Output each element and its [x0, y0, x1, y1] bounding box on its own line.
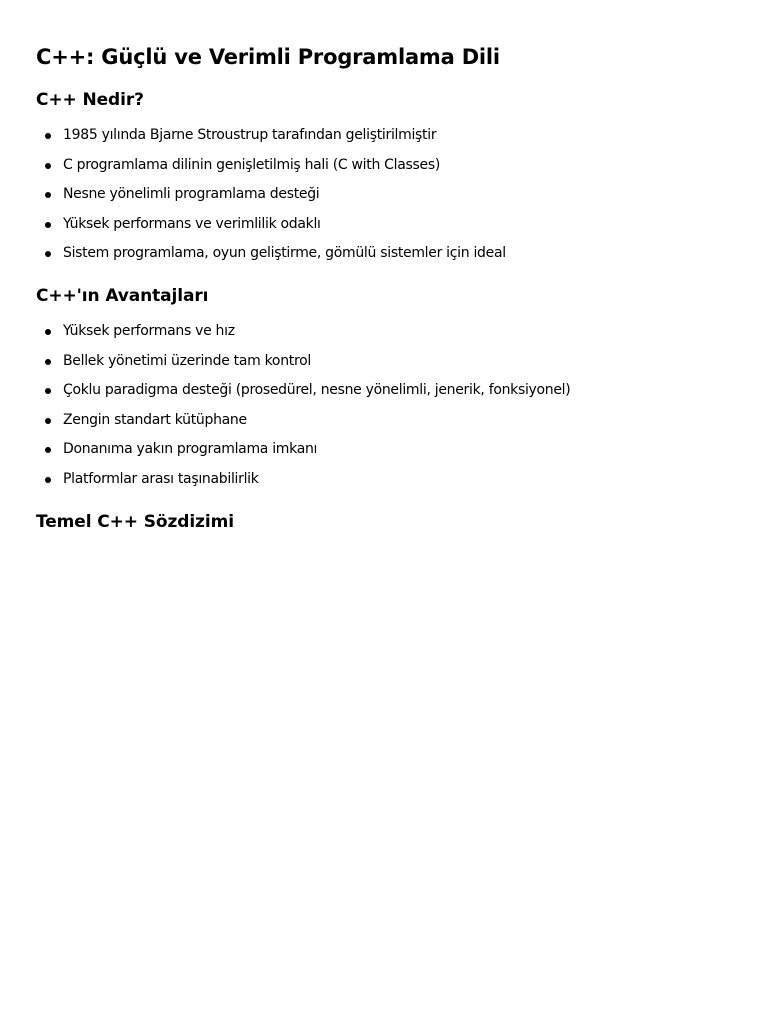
list-item — [36, 151, 732, 181]
list-item-text: 1985 yılında Bjarne Stroustrup tarafından geliştirilmiştir — [63, 127, 437, 143]
list-item-text: Çoklu paradigma desteği (prosedürel, nesne yönelimli, jenerik, fonksiyonel) — [63, 382, 571, 399]
list-item — [36, 180, 732, 210]
page-title: C++: Güçlü ve Verimli Programlama Dili — [36, 45, 500, 69]
list-item-text: Sistem programlama, oyun geliştirme, gömülü sistemler için ideal — [63, 245, 506, 262]
bullet-icon — [45, 192, 51, 198]
list-item — [36, 121, 732, 151]
list-item — [36, 406, 732, 436]
bullet-icon — [45, 477, 51, 483]
list-item-text: Bellek yönetimi üzerinde tam kontrol — [63, 352, 311, 369]
list-item-text: Nesne yönelimli programlama desteği — [63, 186, 320, 203]
list-item-text: Zengin standart kütüphane — [63, 411, 247, 428]
list-item-text: C programlama dilinin genişletilmiş hali (C with Classes) — [63, 156, 440, 173]
list-item-text: Platformlar arası taşınabilirlik — [63, 470, 259, 487]
section-heading: Temel C++ Sözdizimi — [36, 511, 234, 532]
section-what-is-cpp — [36, 88, 732, 269]
bullet-icon — [45, 418, 51, 424]
section-advantages — [36, 284, 732, 495]
list-item — [36, 210, 732, 240]
bullet-icon — [45, 222, 51, 228]
bullet-icon — [45, 359, 51, 365]
list-item — [36, 376, 732, 406]
list-item-text: Yüksek performans ve hız — [63, 322, 235, 339]
section-basic-syntax — [36, 510, 732, 534]
bullet-list — [36, 317, 732, 495]
section-heading: C++ Nedir? — [36, 90, 144, 110]
list-item-text: Yüksek performans ve verimlilik odaklı — [63, 215, 321, 232]
section-heading: C++'ın Avantajları — [36, 285, 209, 306]
bullet-icon — [45, 329, 51, 335]
bullet-icon — [45, 133, 51, 139]
bullet-icon — [45, 388, 51, 394]
list-item — [36, 347, 732, 377]
bullet-icon — [45, 447, 51, 453]
bullet-icon — [45, 251, 51, 257]
list-item — [36, 317, 732, 347]
bullet-icon — [45, 163, 51, 169]
list-item — [36, 465, 732, 495]
list-item — [36, 239, 732, 269]
list-item-text: Donanıma yakın programlama imkanı — [63, 441, 318, 458]
list-item — [36, 435, 732, 465]
bullet-list — [36, 121, 732, 269]
